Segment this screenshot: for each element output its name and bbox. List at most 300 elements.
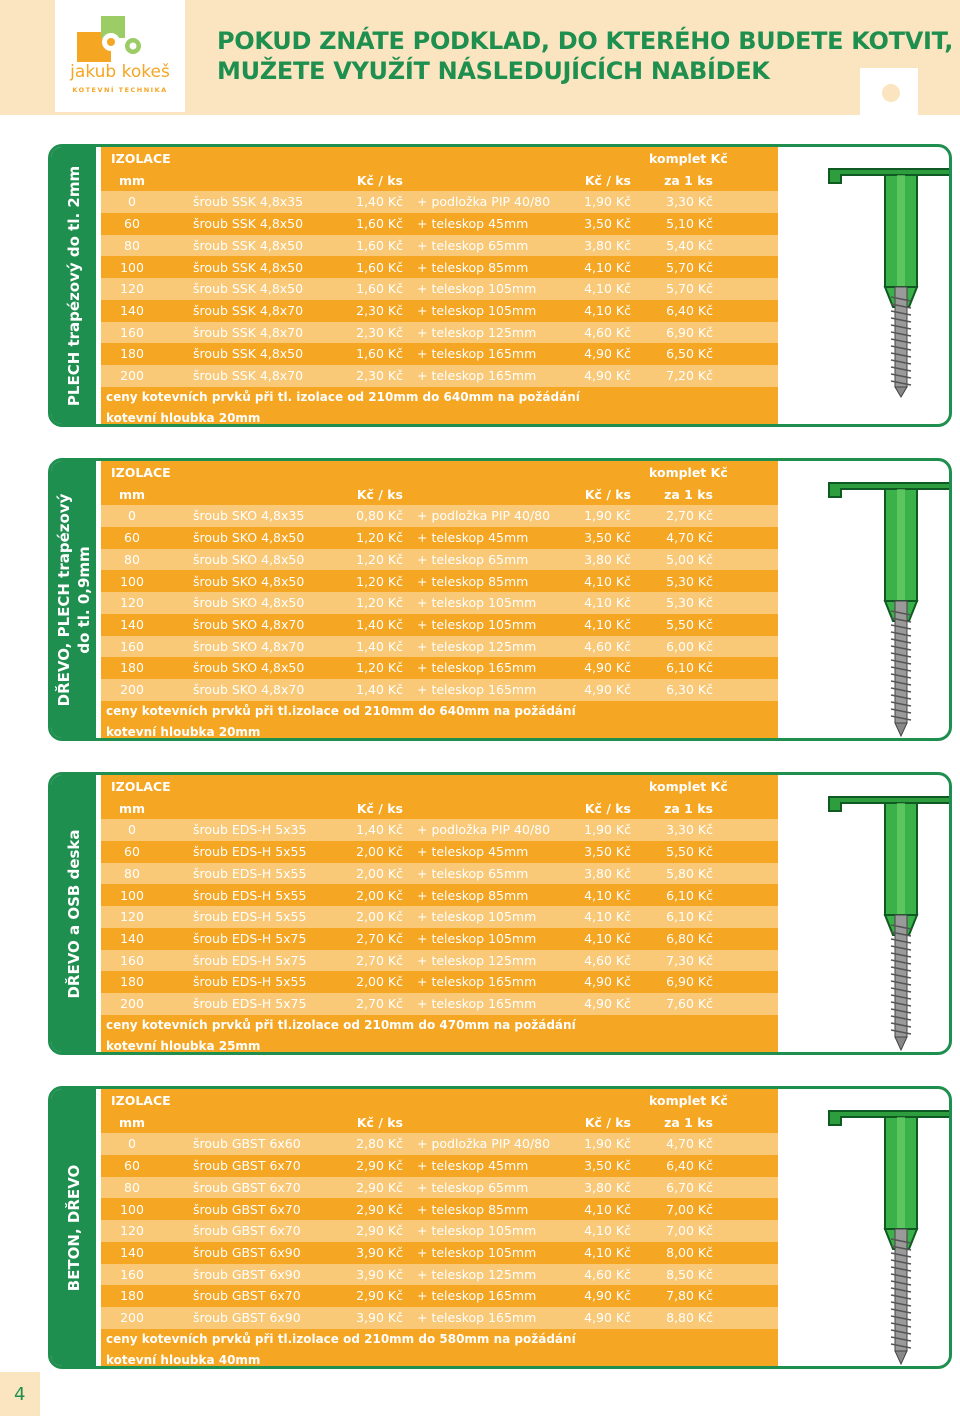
cell-total: 8,80 Kč <box>666 1310 713 1325</box>
cell-total: 5,30 Kč <box>666 595 713 611</box>
table-row <box>101 863 778 885</box>
cell-screw: šroub EDS-H 5x55 <box>193 909 307 925</box>
cell-izolace: 0 <box>128 822 136 838</box>
cell-addon-price: 1,90 Kč <box>584 822 631 838</box>
header-za-1-ks: za 1 ks <box>664 1114 713 1130</box>
product-section <box>48 772 952 1055</box>
cell-total: 7,30 Kč <box>666 952 713 968</box>
cell-total: 7,80 Kč <box>666 1288 713 1304</box>
cell-addon-price: 4,90 Kč <box>584 1310 631 1325</box>
cell-screw: šroub GBST 6x90 <box>193 1266 301 1282</box>
cell-izolace: 180 <box>120 346 144 362</box>
cell-screw-price: 2,70 Kč <box>356 996 403 1011</box>
cell-addon: + teleskop 45mm <box>417 530 529 546</box>
cell-screw-price: 2,00 Kč <box>356 974 403 990</box>
cell-screw: šroub GBST 6x60 <box>193 1136 301 1152</box>
page-number: 4 <box>14 1384 26 1405</box>
section-side-label <box>51 775 96 1052</box>
header-kc-ks: Kč / ks <box>356 1114 403 1130</box>
table-row <box>101 1177 778 1199</box>
cell-addon: + teleskop 65mm <box>417 551 529 567</box>
cell-screw: šroub EDS-H 5x75 <box>193 930 307 946</box>
section-label <box>64 829 84 998</box>
header-komplet: komplet Kč <box>649 465 728 480</box>
cell-addon: + teleskop 45mm <box>417 1158 529 1174</box>
header-komplet: komplet Kč <box>649 779 728 794</box>
cell-addon: + teleskop 125mm <box>417 1266 537 1282</box>
cell-izolace: 200 <box>120 368 144 383</box>
table-row <box>101 950 778 972</box>
cell-total: 7,60 Kč <box>666 996 713 1011</box>
cell-addon-price: 3,50 Kč <box>584 844 631 860</box>
cell-total: 3,30 Kč <box>666 822 713 838</box>
cell-addon-price: 3,80 Kč <box>584 865 631 881</box>
cell-addon-price: 4,10 Kč <box>584 909 631 925</box>
cell-addon: + teleskop 45mm <box>417 844 529 860</box>
cell-screw-price: 1,40 Kč <box>356 822 403 838</box>
header-mm: mm <box>118 486 146 502</box>
cell-izolace: 100 <box>120 1201 144 1217</box>
cell-screw-price: 2,00 Kč <box>356 865 403 881</box>
cell-addon-price: 4,90 Kč <box>584 368 631 383</box>
header-komplet: komplet Kč <box>649 1093 728 1108</box>
cell-total: 5,40 Kč <box>666 237 713 253</box>
product-section <box>48 144 952 427</box>
header-kc-ks-2: Kč / ks <box>584 1114 631 1130</box>
table-header-row <box>101 170 778 192</box>
cell-total: 2,70 Kč <box>666 508 713 524</box>
section-label <box>54 493 94 706</box>
cell-screw-price: 2,30 Kč <box>356 302 403 318</box>
anchor-image <box>811 775 952 1055</box>
cell-screw: šroub SSK 4,8x50 <box>193 216 304 232</box>
cell-total: 6,80 Kč <box>666 930 713 946</box>
cell-addon-price: 4,90 Kč <box>584 974 631 990</box>
header-mm: mm <box>118 800 146 816</box>
section-label-line: do tl. 0,9mm <box>74 545 93 654</box>
cell-screw: šroub SKO 4,8x50 <box>193 573 305 589</box>
table-header-row <box>101 462 778 484</box>
cell-izolace: 160 <box>120 638 144 654</box>
cell-total: 6,40 Kč <box>666 1158 713 1174</box>
header-kc-ks-2: Kč / ks <box>584 800 631 816</box>
cell-total: 6,90 Kč <box>666 974 713 990</box>
cell-addon-price: 4,10 Kč <box>584 259 631 275</box>
cell-izolace: 160 <box>120 952 144 968</box>
section-label-line: PLECH trapézový do tl. 2mm <box>64 165 83 406</box>
cell-izolace: 200 <box>120 682 144 697</box>
cell-izolace: 120 <box>120 281 144 297</box>
cell-screw-price: 2,70 Kč <box>356 930 403 946</box>
anchor-depth: kotevní hloubka 20mm <box>106 725 261 740</box>
cell-addon: + teleskop 65mm <box>417 237 529 253</box>
cell-screw-price: 1,40 Kč <box>356 682 403 697</box>
cell-addon: + teleskop 85mm <box>417 573 529 589</box>
cell-screw-price: 1,60 Kč <box>356 216 403 232</box>
table-row <box>101 592 778 614</box>
logo <box>55 0 185 112</box>
cell-addon: + teleskop 105mm <box>417 1244 537 1260</box>
cell-addon-price: 4,10 Kč <box>584 1244 631 1260</box>
cell-izolace: 80 <box>124 865 140 881</box>
cell-izolace: 160 <box>120 1266 144 1282</box>
table-row <box>101 993 778 1015</box>
cell-screw-price: 1,20 Kč <box>356 660 403 676</box>
cell-addon: + podložka PIP 40/80 <box>417 508 551 524</box>
logo-graphic-icon <box>75 14 165 64</box>
product-section <box>48 458 952 741</box>
cell-izolace: 180 <box>120 660 144 676</box>
table-row <box>101 1199 778 1221</box>
cell-screw-price: 0,80 Kč <box>356 508 403 524</box>
section-label-line: DŘEVO a OSB deska <box>64 828 83 999</box>
anchor-image <box>811 147 952 427</box>
price-table <box>101 1089 778 1366</box>
cell-izolace: 0 <box>128 508 136 524</box>
table-row <box>101 343 778 365</box>
cell-addon: + teleskop 165mm <box>417 974 537 990</box>
cell-addon: + teleskop 65mm <box>417 1179 529 1195</box>
cell-addon-price: 1,90 Kč <box>584 508 631 524</box>
header-kc-ks-2: Kč / ks <box>584 172 631 188</box>
table-row <box>101 213 778 235</box>
cell-addon-price: 4,90 Kč <box>584 996 631 1011</box>
cell-total: 5,50 Kč <box>666 844 713 860</box>
cell-screw: šroub EDS-H 5x55 <box>193 887 307 903</box>
header-komplet: komplet Kč <box>649 151 728 166</box>
table-row <box>101 1285 778 1307</box>
cell-addon: + teleskop 105mm <box>417 909 537 925</box>
cell-total: 6,10 Kč <box>666 909 713 925</box>
table-row <box>101 679 778 701</box>
cell-total: 5,50 Kč <box>666 616 713 632</box>
cell-addon: + teleskop 85mm <box>417 887 529 903</box>
cell-addon-price: 3,50 Kč <box>584 530 631 546</box>
logo-tagline: KOTEVNÍ TECHNIKA <box>72 86 168 94</box>
cell-screw: šroub SSK 4,8x35 <box>193 194 304 210</box>
table-row <box>101 322 778 344</box>
section-label <box>64 165 84 405</box>
cell-izolace: 100 <box>120 259 144 275</box>
price-note: ceny kotevních prvků při tl.izolace od 210mm do 580mm na požádání <box>106 1331 576 1346</box>
header-izolace: IZOLACE <box>111 1093 171 1108</box>
section-label-line: DŘEVO, PLECH trapézový <box>54 493 73 706</box>
anchor-depth: kotevní hloubka 20mm <box>106 411 261 426</box>
cell-izolace: 100 <box>120 887 144 903</box>
anchor-depth: kotevní hloubka 25mm <box>106 1039 261 1054</box>
cell-screw-price: 1,20 Kč <box>356 595 403 611</box>
cell-addon-price: 4,90 Kč <box>584 1288 631 1304</box>
cell-total: 5,00 Kč <box>666 551 713 567</box>
table-row <box>101 257 778 279</box>
cell-total: 5,70 Kč <box>666 281 713 297</box>
cell-screw: šroub SSK 4,8x70 <box>193 302 304 318</box>
cell-screw-price: 1,60 Kč <box>356 259 403 275</box>
page-header <box>0 0 960 115</box>
cell-izolace: 60 <box>124 844 140 860</box>
table-row <box>101 1264 778 1286</box>
cell-izolace: 200 <box>120 1310 144 1325</box>
cell-screw: šroub EDS-H 5x55 <box>193 865 307 881</box>
cell-screw-price: 2,30 Kč <box>356 324 403 340</box>
anchor-illustration-icon <box>811 461 952 741</box>
cell-addon-price: 1,90 Kč <box>584 1136 631 1152</box>
header-mm: mm <box>118 172 146 188</box>
header-za-1-ks: za 1 ks <box>664 486 713 502</box>
corner-dot-icon <box>882 84 900 102</box>
cell-total: 6,90 Kč <box>666 324 713 340</box>
cell-izolace: 140 <box>120 302 144 318</box>
cell-izolace: 0 <box>128 194 136 210</box>
cell-addon: + teleskop 165mm <box>417 346 537 362</box>
cell-addon: + teleskop 105mm <box>417 302 537 318</box>
cell-screw: šroub GBST 6x70 <box>193 1288 301 1304</box>
price-table <box>101 775 778 1052</box>
cell-addon: + teleskop 105mm <box>417 281 537 297</box>
cell-addon-price: 4,60 Kč <box>584 638 631 654</box>
section-side-label <box>51 461 96 738</box>
header-za-1-ks: za 1 ks <box>664 172 713 188</box>
cell-izolace: 180 <box>120 974 144 990</box>
anchor-illustration-icon <box>811 1089 952 1369</box>
cell-addon: + teleskop 45mm <box>417 216 529 232</box>
price-table <box>101 461 778 738</box>
cell-addon: + podložka PIP 40/80 <box>417 194 551 210</box>
cell-addon: + teleskop 165mm <box>417 682 537 697</box>
cell-screw: šroub SSK 4,8x50 <box>193 259 304 275</box>
cell-addon-price: 3,50 Kč <box>584 216 631 232</box>
cell-screw: šroub EDS-H 5x35 <box>193 822 307 838</box>
section-side-label <box>51 147 96 424</box>
cell-addon-price: 4,10 Kč <box>584 573 631 589</box>
cell-addon-price: 3,80 Kč <box>584 237 631 253</box>
anchor-image <box>811 461 952 741</box>
cell-total: 6,30 Kč <box>666 682 713 697</box>
header-kc-ks: Kč / ks <box>356 800 403 816</box>
cell-screw: šroub GBST 6x90 <box>193 1310 301 1325</box>
header-kc-ks-2: Kč / ks <box>584 486 631 502</box>
cell-total: 8,00 Kč <box>666 1244 713 1260</box>
cell-izolace: 180 <box>120 1288 144 1304</box>
cell-screw: šroub SKO 4,8x70 <box>193 638 305 654</box>
table-header-row <box>101 798 778 820</box>
cell-screw: šroub SSK 4,8x70 <box>193 368 304 383</box>
cell-total: 6,50 Kč <box>666 346 713 362</box>
cell-screw-price: 1,20 Kč <box>356 573 403 589</box>
cell-addon: + teleskop 65mm <box>417 865 529 881</box>
cell-screw: šroub SKO 4,8x70 <box>193 682 305 697</box>
cell-screw-price: 1,20 Kč <box>356 530 403 546</box>
cell-addon: + podložka PIP 40/80 <box>417 1136 551 1152</box>
cell-addon-price: 4,10 Kč <box>584 595 631 611</box>
cell-total: 3,30 Kč <box>666 194 713 210</box>
table-row <box>101 505 778 527</box>
cell-izolace: 60 <box>124 1158 140 1174</box>
table-row <box>101 841 778 863</box>
cell-addon: + teleskop 165mm <box>417 660 537 676</box>
cell-izolace: 140 <box>120 930 144 946</box>
cell-screw-price: 2,30 Kč <box>356 368 403 383</box>
cell-addon: + teleskop 105mm <box>417 930 537 946</box>
cell-total: 5,70 Kč <box>666 259 713 275</box>
cell-screw-price: 1,60 Kč <box>356 281 403 297</box>
cell-screw: šroub SSK 4,8x50 <box>193 237 304 253</box>
cell-screw-price: 2,00 Kč <box>356 844 403 860</box>
cell-addon: + teleskop 165mm <box>417 368 537 383</box>
table-row <box>101 549 778 571</box>
cell-addon: + teleskop 125mm <box>417 952 537 968</box>
page-number-box <box>0 1372 40 1416</box>
cell-total: 6,40 Kč <box>666 302 713 318</box>
cell-izolace: 140 <box>120 1244 144 1260</box>
table-row <box>101 819 778 841</box>
header-za-1-ks: za 1 ks <box>664 800 713 816</box>
cell-addon: + teleskop 125mm <box>417 324 537 340</box>
cell-screw: šroub SSK 4,8x50 <box>193 346 304 362</box>
cell-screw: šroub GBST 6x70 <box>193 1179 301 1195</box>
cell-screw: šroub EDS-H 5x75 <box>193 996 307 1011</box>
cell-screw: šroub SSK 4,8x70 <box>193 324 304 340</box>
cell-addon-price: 4,10 Kč <box>584 616 631 632</box>
cell-addon: + teleskop 125mm <box>417 638 537 654</box>
cell-addon: + teleskop 105mm <box>417 1223 537 1239</box>
cell-addon-price: 3,80 Kč <box>584 551 631 567</box>
cell-addon: + teleskop 165mm <box>417 1310 537 1325</box>
cell-screw: šroub SKO 4,8x70 <box>193 616 305 632</box>
cell-screw: šroub EDS-H 5x55 <box>193 974 307 990</box>
cell-addon-price: 3,50 Kč <box>584 1158 631 1174</box>
table-row <box>101 636 778 658</box>
cell-izolace: 60 <box>124 530 140 546</box>
table-row <box>101 1242 778 1264</box>
table-row <box>101 614 778 636</box>
price-table <box>101 147 778 424</box>
price-note: ceny kotevních prvků při tl. izolace od 210mm do 640mm na požádání <box>106 389 580 404</box>
table-row <box>101 1155 778 1177</box>
table-header-row <box>101 1090 778 1112</box>
table-row <box>101 1220 778 1242</box>
table-row <box>101 928 778 950</box>
price-note: ceny kotevních prvků při tl.izolace od 210mm do 470mm na požádání <box>106 1017 576 1032</box>
anchor-illustration-icon <box>811 147 952 427</box>
anchor-depth: kotevní hloubka 40mm <box>106 1353 261 1368</box>
table-header-row <box>101 1112 778 1134</box>
price-note: ceny kotevních prvků při tl.izolace od 210mm do 640mm na požádání <box>106 703 576 718</box>
cell-screw-price: 2,90 Kč <box>356 1201 403 1217</box>
cell-screw-price: 2,90 Kč <box>356 1288 403 1304</box>
logo-name: jakub kokeš <box>70 62 170 82</box>
cell-screw: šroub EDS-H 5x75 <box>193 952 307 968</box>
table-header-row <box>101 776 778 798</box>
cell-izolace: 0 <box>128 1136 136 1152</box>
cell-screw-price: 2,80 Kč <box>356 1136 403 1152</box>
cell-addon-price: 4,60 Kč <box>584 1266 631 1282</box>
cell-screw-price: 2,90 Kč <box>356 1158 403 1174</box>
table-row <box>101 885 778 907</box>
cell-addon-price: 4,90 Kč <box>584 682 631 697</box>
cell-addon-price: 3,80 Kč <box>584 1179 631 1195</box>
cell-total: 6,10 Kč <box>666 887 713 903</box>
cell-total: 5,30 Kč <box>666 573 713 589</box>
cell-izolace: 120 <box>120 595 144 611</box>
title-line-2: MUŽETE VYUŽÍT NÁSLEDUJÍCÍCH NABÍDEK <box>217 57 770 85</box>
cell-screw: šroub SKO 4,8x50 <box>193 595 305 611</box>
table-row <box>101 527 778 549</box>
header-izolace: IZOLACE <box>111 151 171 166</box>
cell-addon-price: 4,10 Kč <box>584 887 631 903</box>
cell-izolace: 80 <box>124 237 140 253</box>
cell-screw: šroub EDS-H 5x55 <box>193 844 307 860</box>
section-side-label <box>51 1089 96 1366</box>
header-kc-ks: Kč / ks <box>356 172 403 188</box>
anchor-illustration-icon <box>811 775 952 1055</box>
cell-izolace: 140 <box>120 616 144 632</box>
cell-screw-price: 1,20 Kč <box>356 551 403 567</box>
cell-screw-price: 1,60 Kč <box>356 237 403 253</box>
table-row <box>101 365 778 387</box>
product-section <box>48 1086 952 1369</box>
cell-addon: + teleskop 165mm <box>417 1288 537 1304</box>
cell-addon-price: 4,60 Kč <box>584 952 631 968</box>
cell-screw-price: 1,40 Kč <box>356 194 403 210</box>
table-row <box>101 278 778 300</box>
cell-addon: + teleskop 105mm <box>417 616 537 632</box>
cell-addon: + podložka PIP 40/80 <box>417 822 551 838</box>
cell-izolace: 80 <box>124 1179 140 1195</box>
cell-addon-price: 4,60 Kč <box>584 324 631 340</box>
cell-total: 4,70 Kč <box>666 530 713 546</box>
cell-screw: šroub GBST 6x70 <box>193 1223 301 1239</box>
cell-screw-price: 1,40 Kč <box>356 638 403 654</box>
cell-total: 7,20 Kč <box>666 368 713 383</box>
section-label-line: BETON, DŘEVO <box>64 1164 83 1291</box>
cell-izolace: 120 <box>120 909 144 925</box>
cell-izolace: 60 <box>124 216 140 232</box>
cell-total: 5,10 Kč <box>666 216 713 232</box>
cell-screw: šroub GBST 6x90 <box>193 1244 301 1260</box>
cell-total: 5,80 Kč <box>666 865 713 881</box>
section-label <box>64 1164 84 1290</box>
cell-addon-price: 4,10 Kč <box>584 281 631 297</box>
table-header-row <box>101 484 778 506</box>
page-title <box>217 26 953 86</box>
cell-screw-price: 2,90 Kč <box>356 1223 403 1239</box>
cell-screw-price: 3,90 Kč <box>356 1244 403 1260</box>
cell-screw-price: 3,90 Kč <box>356 1266 403 1282</box>
cell-total: 8,50 Kč <box>666 1266 713 1282</box>
cell-screw: šroub SKO 4,8x50 <box>193 551 305 567</box>
cell-total: 4,70 Kč <box>666 1136 713 1152</box>
cell-izolace: 100 <box>120 573 144 589</box>
table-row <box>101 657 778 679</box>
header-izolace: IZOLACE <box>111 465 171 480</box>
cell-screw-price: 1,40 Kč <box>356 616 403 632</box>
cell-addon: + teleskop 85mm <box>417 259 529 275</box>
cell-addon-price: 4,10 Kč <box>584 930 631 946</box>
cell-screw: šroub SSK 4,8x50 <box>193 281 304 297</box>
table-row <box>101 1307 778 1329</box>
anchor-image <box>811 1089 952 1369</box>
cell-screw-price: 2,00 Kč <box>356 887 403 903</box>
header-kc-ks: Kč / ks <box>356 486 403 502</box>
cell-total: 6,10 Kč <box>666 660 713 676</box>
cell-addon: + teleskop 165mm <box>417 996 537 1011</box>
title-line-1: POKUD ZNÁTE PODKLAD, DO KTERÉHO BUDETE KOTVIT, <box>217 27 954 55</box>
table-row <box>101 300 778 322</box>
cell-izolace: 120 <box>120 1223 144 1239</box>
header-izolace: IZOLACE <box>111 779 171 794</box>
cell-screw: šroub SKO 4,8x50 <box>193 530 305 546</box>
